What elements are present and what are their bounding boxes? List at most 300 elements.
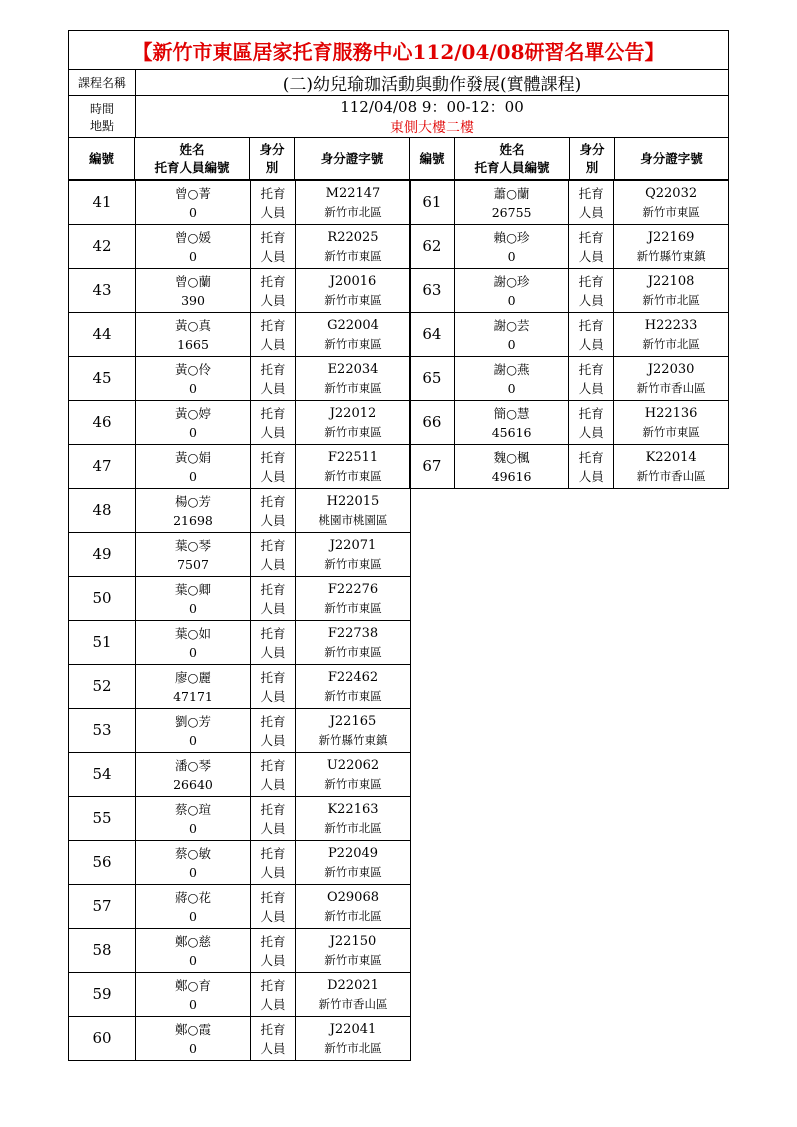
role-cell xyxy=(569,181,614,225)
role-line-1: 托育 xyxy=(260,801,286,817)
table-row xyxy=(69,181,411,225)
table-row xyxy=(69,313,411,357)
row-number: 60 xyxy=(69,1017,136,1061)
role-line-1: 托育 xyxy=(578,317,604,333)
role-line-1: 托育 xyxy=(578,273,604,289)
caregiver-name: 鄭○慈 xyxy=(175,933,211,949)
caregiver-code: 0 xyxy=(189,204,197,220)
name-cell xyxy=(454,401,569,445)
region: 新竹市東區 xyxy=(324,600,382,615)
id-number: J22165 xyxy=(329,713,377,729)
role-cell xyxy=(251,709,296,753)
row-number: 47 xyxy=(69,445,136,489)
role-line-2: 人員 xyxy=(260,248,286,264)
page-title: 【新竹市東區居家托育服務中心112/04/08研習名單公告】 xyxy=(68,30,729,70)
region: 新竹市東區 xyxy=(324,424,382,439)
name-cell xyxy=(136,885,251,929)
name-cell xyxy=(136,313,251,357)
caregiver-name: 楊○芳 xyxy=(175,493,211,509)
caregiver-code: 45616 xyxy=(491,424,532,440)
caregiver-name: 謝○珍 xyxy=(493,273,530,289)
role-line-2: 人員 xyxy=(260,644,286,660)
role-line-2: 人員 xyxy=(578,336,604,352)
region: 新竹市東區 xyxy=(324,776,382,791)
caregiver-code: 0 xyxy=(189,864,197,880)
id-number: F22738 xyxy=(327,625,379,641)
region: 新竹縣竹東鎮 xyxy=(636,248,706,263)
row-number: 59 xyxy=(69,973,136,1017)
table-row xyxy=(410,357,729,401)
time-place-value xyxy=(136,96,728,137)
region: 新竹市東區 xyxy=(642,204,700,219)
id-cell xyxy=(296,489,411,533)
region: 新竹市北區 xyxy=(642,292,700,307)
caregiver-code: 0 xyxy=(189,424,197,440)
name-cell xyxy=(454,269,569,313)
name-cell xyxy=(136,797,251,841)
region: 新竹市北區 xyxy=(642,336,700,351)
name-cell xyxy=(136,709,251,753)
caregiver-code: 0 xyxy=(189,380,197,396)
caregiver-name: 曾○蘭 xyxy=(175,273,211,289)
caregiver-name: 廖○麗 xyxy=(175,669,211,685)
row-number: 64 xyxy=(410,313,455,357)
role-line-1: 托育 xyxy=(260,581,286,597)
role-line-1: 托育 xyxy=(260,933,286,949)
row-number: 42 xyxy=(69,225,136,269)
caregiver-name: 曾○菁 xyxy=(175,185,211,201)
region: 新竹市東區 xyxy=(642,424,700,439)
role-line-2: 人員 xyxy=(578,248,604,264)
caregiver-name: 蔡○瑄 xyxy=(175,801,211,817)
id-cell xyxy=(296,269,411,313)
time-place-row xyxy=(68,96,729,138)
role-line-1: 托育 xyxy=(260,185,286,201)
region: 新竹市東區 xyxy=(324,336,382,351)
region: 新竹縣竹東鎮 xyxy=(318,732,388,747)
table-row xyxy=(69,665,411,709)
caregiver-name: 賴○珍 xyxy=(493,229,530,245)
role-line-2: 人員 xyxy=(260,336,286,352)
row-number: 63 xyxy=(410,269,455,313)
table-row xyxy=(69,753,411,797)
caregiver-code: 7507 xyxy=(177,556,209,572)
id-cell xyxy=(296,621,411,665)
header-role xyxy=(250,138,295,180)
role-cell xyxy=(251,1017,296,1061)
table-row xyxy=(69,225,411,269)
table-row xyxy=(69,973,411,1017)
session-time: 112/04/08 9：00-12：00 xyxy=(340,98,524,116)
header-name-bottom: 托育人員編號 xyxy=(154,159,230,175)
header-name xyxy=(135,138,250,180)
caregiver-code: 47171 xyxy=(173,688,213,704)
id-cell xyxy=(614,445,729,489)
table-row xyxy=(69,269,411,313)
row-number: 54 xyxy=(69,753,136,797)
id-number: E22034 xyxy=(327,361,379,377)
table-row xyxy=(69,489,411,533)
caregiver-name: 蔣○花 xyxy=(175,889,211,905)
name-cell xyxy=(454,357,569,401)
caregiver-name: 葉○卿 xyxy=(175,581,211,597)
name-cell xyxy=(136,621,251,665)
role-cell xyxy=(251,621,296,665)
role-line-2: 人員 xyxy=(260,908,286,924)
row-number: 51 xyxy=(69,621,136,665)
role-line-2: 人員 xyxy=(260,380,286,396)
id-number: J20016 xyxy=(329,273,377,289)
row-number: 52 xyxy=(69,665,136,709)
course-name: (二)幼兒瑜珈活動與動作發展(實體課程) xyxy=(282,75,582,95)
caregiver-name: 蔡○敏 xyxy=(175,845,211,861)
role-line-1: 托育 xyxy=(260,713,286,729)
region: 新竹市東區 xyxy=(324,952,382,967)
roster-body xyxy=(68,180,729,1083)
role-line-2: 人員 xyxy=(260,952,286,968)
course-label: 課程名稱 xyxy=(69,70,136,95)
role-cell xyxy=(569,225,614,269)
caregiver-code: 21698 xyxy=(173,512,213,528)
id-number: H22233 xyxy=(644,317,698,333)
name-cell xyxy=(136,1017,251,1061)
id-cell xyxy=(296,973,411,1017)
caregiver-name: 黃○伶 xyxy=(175,361,211,377)
role-line-2: 人員 xyxy=(260,512,286,528)
row-number: 62 xyxy=(410,225,455,269)
region: 新竹市北區 xyxy=(324,820,382,835)
table-row xyxy=(410,181,729,225)
role-line-1: 托育 xyxy=(260,757,286,773)
time-label: 時間 xyxy=(89,101,114,116)
role-cell xyxy=(251,885,296,929)
id-cell xyxy=(296,313,411,357)
role-line-2: 人員 xyxy=(578,424,604,440)
name-cell xyxy=(136,269,251,313)
role-line-1: 托育 xyxy=(578,229,604,245)
name-cell xyxy=(136,445,251,489)
role-cell xyxy=(251,797,296,841)
role-line-2: 人員 xyxy=(260,776,286,792)
id-number: M22147 xyxy=(325,185,381,201)
role-line-2: 人員 xyxy=(260,864,286,880)
row-number: 67 xyxy=(410,445,455,489)
role-line-2: 人員 xyxy=(578,380,604,396)
role-cell xyxy=(251,357,296,401)
role-cell xyxy=(251,841,296,885)
right-roster-table xyxy=(409,180,729,489)
row-number: 45 xyxy=(69,357,136,401)
region: 新竹市東區 xyxy=(324,864,382,879)
role-cell xyxy=(251,753,296,797)
id-cell xyxy=(614,357,729,401)
session-place: 東側大樓二樓 xyxy=(390,120,474,136)
id-cell xyxy=(296,401,411,445)
id-number: Q22032 xyxy=(645,185,698,201)
role-cell xyxy=(569,313,614,357)
row-number: 48 xyxy=(69,489,136,533)
id-cell xyxy=(614,313,729,357)
id-cell xyxy=(296,665,411,709)
name-cell xyxy=(136,577,251,621)
caregiver-code: 390 xyxy=(181,292,205,308)
caregiver-code: 0 xyxy=(507,380,516,396)
id-cell xyxy=(614,401,729,445)
id-number: F22462 xyxy=(327,669,379,685)
id-number: H22136 xyxy=(644,405,698,421)
role-line-2: 人員 xyxy=(578,292,604,308)
id-number: J22041 xyxy=(329,1021,377,1037)
row-number: 44 xyxy=(69,313,136,357)
role-cell xyxy=(251,577,296,621)
id-number: F22511 xyxy=(327,449,379,465)
id-cell xyxy=(296,577,411,621)
id-number: J22012 xyxy=(329,405,377,421)
role-line-1: 托育 xyxy=(578,185,604,201)
name-cell xyxy=(454,181,569,225)
role-line-1: 托育 xyxy=(260,845,286,861)
table-row xyxy=(69,577,411,621)
header-role-bottom: 別 xyxy=(265,159,279,175)
table-row xyxy=(69,401,411,445)
role-line-1: 托育 xyxy=(260,977,286,993)
id-number: P22049 xyxy=(327,845,379,861)
row-number: 56 xyxy=(69,841,136,885)
role-cell xyxy=(251,445,296,489)
role-line-2: 人員 xyxy=(260,424,286,440)
id-number: J22108 xyxy=(647,273,695,289)
name-cell xyxy=(136,973,251,1017)
name-cell xyxy=(136,753,251,797)
id-cell xyxy=(296,445,411,489)
caregiver-name: 葉○琴 xyxy=(175,537,211,553)
id-number: F22276 xyxy=(327,581,379,597)
caregiver-code: 0 xyxy=(189,996,197,1012)
name-cell xyxy=(454,225,569,269)
id-number: H22015 xyxy=(326,493,380,509)
table-row xyxy=(410,313,729,357)
role-line-1: 托育 xyxy=(260,361,286,377)
header-name-bottom-2: 托育人員編號 xyxy=(474,159,550,175)
name-cell xyxy=(454,445,569,489)
header-id-2: 身分證字號 xyxy=(615,138,729,180)
caregiver-code: 0 xyxy=(189,248,197,264)
role-cell xyxy=(251,225,296,269)
table-row xyxy=(69,621,411,665)
role-cell xyxy=(569,445,614,489)
table-row xyxy=(69,1017,411,1061)
caregiver-code: 0 xyxy=(189,468,197,484)
id-cell xyxy=(296,533,411,577)
name-cell xyxy=(136,225,251,269)
role-line-1: 托育 xyxy=(260,537,286,553)
table-row xyxy=(69,841,411,885)
left-roster-table xyxy=(68,180,411,1061)
row-number: 49 xyxy=(69,533,136,577)
region: 新竹市東區 xyxy=(324,644,382,659)
header-role-top: 身分 xyxy=(259,141,285,157)
role-cell xyxy=(569,269,614,313)
row-number: 55 xyxy=(69,797,136,841)
caregiver-name: 謝○芸 xyxy=(493,317,530,333)
row-number: 41 xyxy=(69,181,136,225)
id-number: J22150 xyxy=(329,933,377,949)
table-row xyxy=(410,445,729,489)
row-number: 46 xyxy=(69,401,136,445)
caregiver-code: 0 xyxy=(189,908,197,924)
caregiver-name: 劉○芳 xyxy=(175,713,211,729)
role-cell xyxy=(251,401,296,445)
table-row xyxy=(69,445,411,489)
caregiver-code: 26755 xyxy=(491,204,532,220)
caregiver-name: 黃○真 xyxy=(175,317,211,333)
caregiver-name: 葉○如 xyxy=(175,625,211,641)
row-number: 43 xyxy=(69,269,136,313)
region: 新竹市北區 xyxy=(324,908,382,923)
id-number: K22163 xyxy=(327,801,379,817)
role-line-1: 托育 xyxy=(260,405,286,421)
header-num: 編號 xyxy=(68,138,135,180)
table-row xyxy=(69,709,411,753)
table-row xyxy=(69,797,411,841)
role-line-1: 托育 xyxy=(578,405,604,421)
caregiver-code: 0 xyxy=(189,644,197,660)
id-cell xyxy=(296,841,411,885)
name-cell xyxy=(136,665,251,709)
role-cell xyxy=(251,269,296,313)
id-number: D22021 xyxy=(327,977,379,993)
id-cell xyxy=(296,753,411,797)
header-role-2 xyxy=(570,138,615,180)
caregiver-code: 0 xyxy=(507,248,516,264)
caregiver-code: 0 xyxy=(507,336,516,352)
role-line-1: 托育 xyxy=(260,625,286,641)
role-line-1: 托育 xyxy=(260,449,286,465)
name-cell xyxy=(136,181,251,225)
role-cell xyxy=(251,489,296,533)
row-number: 53 xyxy=(69,709,136,753)
table-row xyxy=(69,885,411,929)
role-line-2: 人員 xyxy=(260,996,286,1012)
role-line-2: 人員 xyxy=(260,1040,286,1056)
region: 新竹市東區 xyxy=(324,380,382,395)
region: 新竹市北區 xyxy=(324,204,382,219)
id-cell xyxy=(296,885,411,929)
region: 新竹市香山區 xyxy=(636,380,706,395)
role-line-1: 托育 xyxy=(260,317,286,333)
role-line-1: 托育 xyxy=(260,669,286,685)
role-cell xyxy=(251,929,296,973)
table-row xyxy=(410,401,729,445)
region: 新竹市東區 xyxy=(324,292,382,307)
table-row xyxy=(69,533,411,577)
role-line-2: 人員 xyxy=(260,600,286,616)
caregiver-name: 潘○琴 xyxy=(175,757,211,773)
column-header-row xyxy=(68,138,729,180)
role-line-2: 人員 xyxy=(578,468,604,484)
caregiver-code: 26640 xyxy=(173,776,213,792)
header-name-top: 姓名 xyxy=(179,141,205,157)
role-line-1: 托育 xyxy=(260,273,286,289)
caregiver-name: 鄭○霞 xyxy=(175,1021,211,1037)
name-cell xyxy=(454,313,569,357)
row-number: 66 xyxy=(410,401,455,445)
id-number: J22169 xyxy=(647,229,695,245)
caregiver-name: 蕭○蘭 xyxy=(493,185,530,201)
course-row xyxy=(68,70,729,96)
name-cell xyxy=(136,929,251,973)
caregiver-code: 0 xyxy=(189,1040,197,1056)
caregiver-code: 0 xyxy=(189,600,197,616)
caregiver-name: 鄭○育 xyxy=(175,977,211,993)
row-number: 57 xyxy=(69,885,136,929)
role-line-1: 托育 xyxy=(260,493,286,509)
id-cell xyxy=(296,1017,411,1061)
role-cell xyxy=(569,357,614,401)
caregiver-code: 49616 xyxy=(491,468,532,484)
header-name-2 xyxy=(455,138,570,180)
caregiver-code: 0 xyxy=(189,732,197,748)
region: 新竹市香山區 xyxy=(636,468,706,483)
id-cell xyxy=(296,225,411,269)
id-cell xyxy=(614,225,729,269)
id-cell xyxy=(296,357,411,401)
role-line-2: 人員 xyxy=(260,292,286,308)
id-cell xyxy=(296,929,411,973)
table-row xyxy=(410,225,729,269)
region: 桃園市桃園區 xyxy=(318,512,388,527)
role-line-2: 人員 xyxy=(260,556,286,572)
id-cell xyxy=(296,709,411,753)
id-number: U22062 xyxy=(326,757,380,773)
role-cell xyxy=(251,665,296,709)
header-num-2: 編號 xyxy=(410,138,455,180)
header-id: 身分證字號 xyxy=(295,138,410,180)
id-cell xyxy=(296,797,411,841)
row-number: 58 xyxy=(69,929,136,973)
id-number: J22030 xyxy=(647,361,695,377)
id-cell xyxy=(614,269,729,313)
role-line-2: 人員 xyxy=(260,468,286,484)
caregiver-code: 0 xyxy=(189,952,197,968)
name-cell xyxy=(136,489,251,533)
caregiver-name: 魏○楓 xyxy=(493,449,530,465)
row-number: 65 xyxy=(410,357,455,401)
table-row xyxy=(69,357,411,401)
caregiver-name: 黃○娟 xyxy=(175,449,211,465)
name-cell xyxy=(136,841,251,885)
name-cell xyxy=(136,401,251,445)
header-name-top-2: 姓名 xyxy=(499,141,525,157)
role-line-2: 人員 xyxy=(260,820,286,836)
id-number: K22014 xyxy=(645,449,697,465)
row-number: 61 xyxy=(410,181,455,225)
region: 新竹市北區 xyxy=(324,1040,382,1055)
name-cell xyxy=(136,533,251,577)
row-number: 50 xyxy=(69,577,136,621)
caregiver-code: 0 xyxy=(189,820,197,836)
region: 新竹市東區 xyxy=(324,556,382,571)
role-line-1: 托育 xyxy=(260,1021,286,1037)
table-row xyxy=(410,269,729,313)
id-number: R22025 xyxy=(327,229,379,245)
id-number: O29068 xyxy=(326,889,379,905)
roster-sheet xyxy=(68,30,729,1083)
role-cell xyxy=(251,181,296,225)
role-cell xyxy=(251,533,296,577)
id-cell xyxy=(296,181,411,225)
role-line-1: 托育 xyxy=(578,361,604,377)
